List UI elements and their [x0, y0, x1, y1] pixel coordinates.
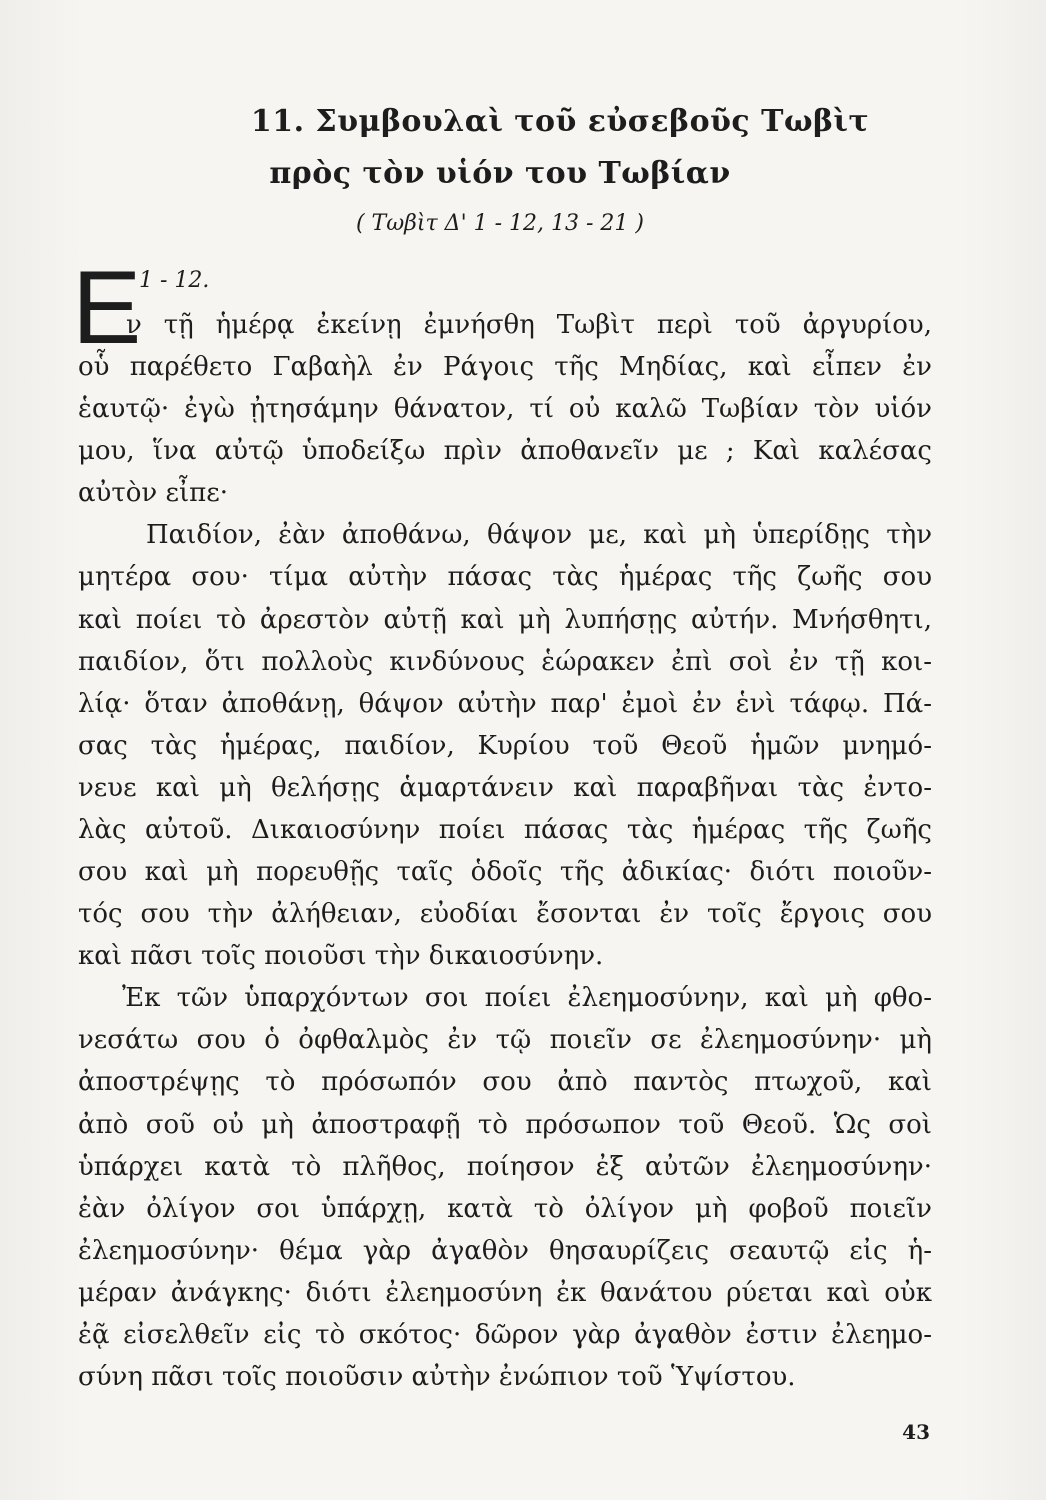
text-line: παιδίον, ὅτι πολλοὺς κινδύνους ἑώρακεν ἐπὶ σοὶ ἐν τῇ κοι- [78, 647, 932, 677]
text-line: ὑπάρχει κατὰ τὸ πλῆθος, ποίησον ἐξ αὐτῶν ἐλεημοσύνην· [78, 1152, 932, 1182]
text-line: λίᾳ· ὅταν ἀποθάνῃ, θάψον αὐτὴν παρ' ἐμοὶ ἐν ἑνὶ τάφῳ. Πά- [78, 689, 932, 719]
text-line: λὰς αὐτοῦ. Δικαιοσύνην ποίει πάσας τὰς ἡμέρας τῆς ζωῆς [78, 815, 932, 845]
text-line: νευε καὶ μὴ θελήσῃς ἁμαρτάνειν καὶ παραβῆναι τὰς ἐντο- [78, 773, 932, 803]
text-line: ἀποστρέψῃς τὸ πρόσωπόν σου ἀπὸ παντὸς πτωχοῦ, καὶ [78, 1067, 932, 1097]
drop-cap: Ε [72, 250, 142, 366]
text-line: μέραν ἀνάγκης· διότι ἐλεημοσύνη ἐκ θανάτου ρύεται καὶ οὐκ [78, 1278, 932, 1308]
text-line: ν τῇ ἡμέρᾳ ἐκείνῃ ἐμνήσθη Τωβὶτ περὶ τοῦ ἀργυρίου, [126, 310, 932, 340]
text-line: σου καὶ μὴ πορευθῇς ταῖς ὁδοῖς τῆς ἀδικίας· διότι ποιοῦν- [78, 857, 932, 887]
text-line: ἐλεημοσύνην· θέμα γὰρ ἀγαθὸν θησαυρίζεις σεαυτῷ εἰς ἡ- [78, 1236, 932, 1266]
text-line: οὗ παρέθετο Γαβαὴλ ἐν Ράγοις τῆς Μηδίας, καὶ εἶπεν ἐν [78, 352, 932, 382]
text-line: αὐτὸν εἶπε· [78, 478, 228, 508]
text-line: μητέρα σου· τίμα αὐτὴν πάσας τὰς ἡμέρας τῆς ζωῆς σου [78, 562, 932, 592]
scripture-reference: ( Τωβὶτ Δ' 1 - 12, 13 - 21 ) [355, 211, 644, 236]
text-line: Παιδίον, ἐὰν ἀποθάνω, θάψον με, καὶ μὴ ὑπερίδῃς τὴν [146, 520, 932, 550]
chapter-title-line-2: πρὸς τὸν υἱόν του Τωβίαν [269, 156, 731, 191]
text-line: νεσάτω σου ὁ ὀφθαλμὸς ἐν τῷ ποιεῖν σε ἐλεημοσύνην· μὴ [78, 1025, 932, 1055]
text-line: καὶ πᾶσι τοῖς ποιοῦσι τὴν δικαιοσύνην. [78, 941, 604, 971]
chapter-title-line-1: 11. Συμβουλαὶ τοῦ εὐσεβοῦς Τωβὶτ [250, 104, 870, 139]
text-line: ἐὰν ὀλίγον σοι ὑπάρχῃ, κατὰ τὸ ὀλίγον μὴ φοβοῦ ποιεῖν [78, 1194, 932, 1224]
text-line: ἐᾷ εἰσελθεῖν εἰς τὸ σκότος· δῶρον γὰρ ἀγαθὸν ἐστιν ἐλεημο- [78, 1320, 932, 1350]
text-line: καὶ ποίει τὸ ἀρεστὸν αὐτῇ καὶ μὴ λυπήσῃς αὐτήν. Μνήσθητι, [78, 605, 932, 635]
text-line: Ἐκ τῶν ὑπαρχόντων σοι ποίει ἐλεημοσύνην, καὶ μὴ φθο- [122, 983, 932, 1013]
text-line: ἑαυτῷ· ἐγὼ ᾐτησάμην θάνατον, τί οὐ καλῶ Τωβίαν τὸν υἱόν [78, 394, 932, 424]
verse-marker: 1 - 12. [139, 268, 210, 293]
text-line: σύνη πᾶσι τοῖς ποιοῦσιν αὐτὴν ἐνώπιον τοῦ Ὑψίστου. [78, 1362, 796, 1392]
text-line: τός σου τὴν ἀλήθειαν, εὐοδίαι ἔσονται ἐν τοῖς ἔργοις σου [78, 899, 932, 929]
text-line: ἀπὸ σοῦ οὐ μὴ ἀποστραφῇ τὸ πρόσωπον τοῦ Θεοῦ. Ὡς σοὶ [78, 1110, 932, 1140]
text-line: σας τὰς ἡμέρας, παιδίον, Κυρίου τοῦ Θεοῦ ἡμῶν μνημό- [78, 731, 932, 761]
page-number: 43 [902, 1420, 930, 1444]
text-line: μου, ἵνα αὐτῷ ὑποδείξω πρὶν ἀποθανεῖν με ; Καὶ καλέσας [78, 436, 932, 466]
